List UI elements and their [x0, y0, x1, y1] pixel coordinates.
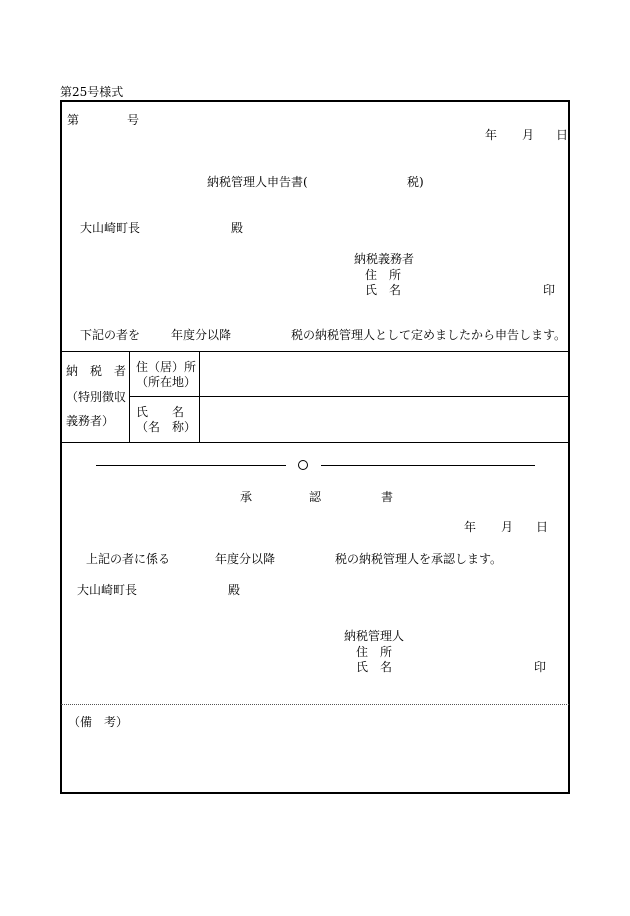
agent-seal: 印	[534, 660, 547, 674]
approval-month: 月	[501, 520, 514, 534]
table-address-label-1: 住（居）所	[136, 360, 197, 374]
table-taxpayer-label: 納 税 者	[66, 364, 127, 378]
declaration-recipient: 大山崎町長	[80, 221, 141, 235]
separator-left-line	[96, 465, 286, 466]
approval-body-2: 年度分以降	[215, 552, 276, 566]
table-bottom-line	[61, 442, 569, 443]
form-number: 第25号様式	[60, 85, 124, 99]
taxpayer-heading: 納税義務者	[354, 252, 415, 266]
declaration-day: 日	[556, 128, 569, 142]
declaration-body-3: 税の納税管理人として定めましたから申告します。	[291, 328, 567, 342]
table-divider-2	[199, 351, 200, 442]
agent-heading: 納税管理人	[344, 629, 405, 643]
approval-year: 年	[464, 520, 477, 534]
approval-title-1: 承	[240, 490, 253, 504]
approval-title-2: 認	[309, 490, 322, 504]
declaration-body-1: 下記の者を	[80, 328, 141, 342]
table-address-label-2: （所在地）	[136, 375, 197, 389]
table-withholding-label-2: 義務者）	[66, 414, 115, 428]
declaration-title-tax: 税)	[407, 175, 424, 189]
declaration-honorific: 殿	[231, 221, 244, 235]
approval-body-1: 上記の者に係る	[86, 552, 171, 566]
approval-day: 日	[536, 520, 549, 534]
declaration-month: 月	[522, 128, 535, 142]
form-frame	[60, 100, 570, 794]
table-name-label-1: 氏 名	[136, 405, 185, 419]
remarks-divider	[61, 704, 569, 705]
table-divider-1	[129, 351, 130, 442]
table-name-label-2: （名 称）	[136, 420, 197, 434]
document-no-suffix: 号	[127, 113, 140, 127]
agent-address-label: 住 所	[356, 645, 393, 659]
declaration-body-2: 年度分以降	[171, 328, 232, 342]
separator-circle	[298, 460, 308, 470]
agent-name-label: 氏 名	[356, 660, 393, 674]
approval-title-3: 書	[381, 490, 394, 504]
approval-body-3: 税の納税管理人を承認します。	[335, 552, 503, 566]
declaration-title: 納税管理人申告書(	[207, 175, 308, 189]
remarks-label: （備 考）	[68, 715, 129, 729]
approval-recipient: 大山崎町長	[77, 583, 138, 597]
separator-right-line	[321, 465, 535, 466]
approval-honorific: 殿	[228, 583, 241, 597]
table-top-line	[61, 351, 569, 352]
taxpayer-name-label: 氏 名	[365, 283, 402, 297]
table-mid-line	[129, 396, 569, 397]
document-no-prefix: 第	[67, 113, 80, 127]
declaration-year: 年	[485, 128, 498, 142]
taxpayer-address-label: 住 所	[365, 268, 402, 282]
table-withholding-label-1: （特別徴収	[66, 390, 127, 404]
taxpayer-seal: 印	[543, 283, 556, 297]
